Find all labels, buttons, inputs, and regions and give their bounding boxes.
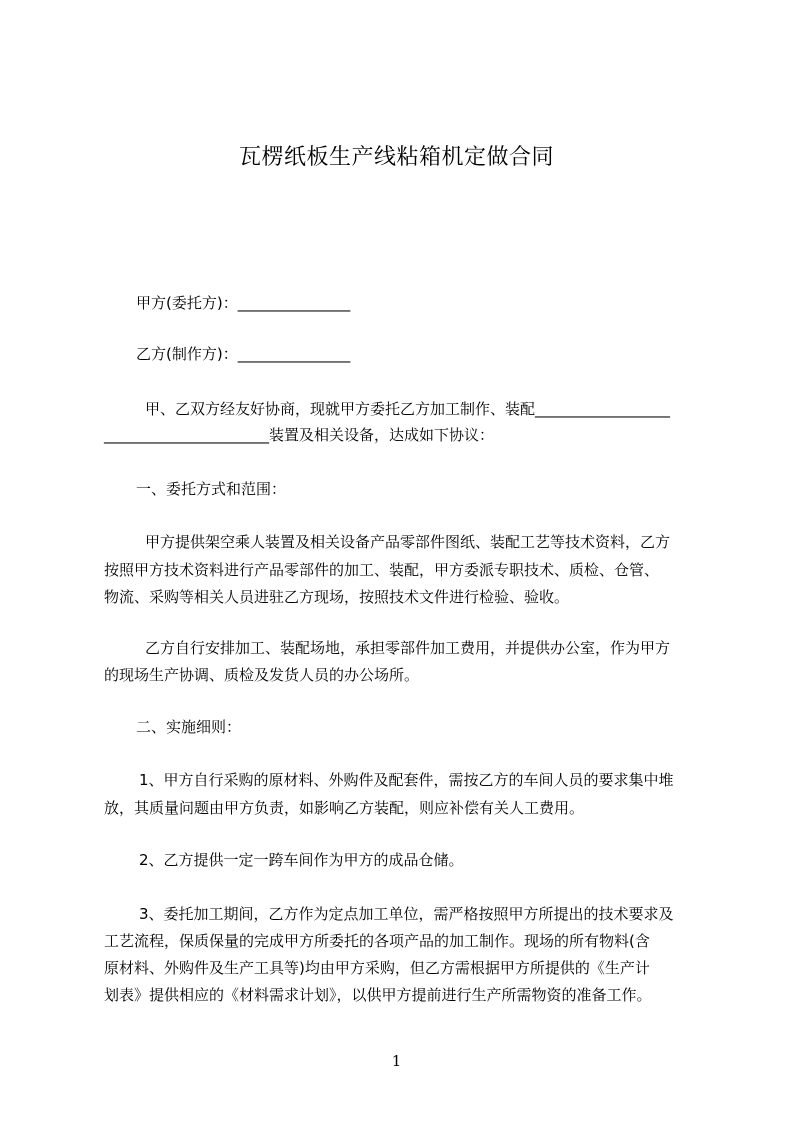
party-a-line: 甲方(委托方)：_______________ bbox=[136, 294, 351, 312]
page-number: 1 bbox=[391, 1052, 402, 1070]
section1-p2-line-2: 的现场生产协调、质检及发货人员的办公场所。 bbox=[104, 666, 420, 684]
item3-line-3: 原材料、外购件及生产工具等)均由甲方采购，但乙方需根据甲方所提供的《生产计 bbox=[104, 959, 650, 977]
section1-p2-line-1: 乙方自行安排加工、装配场地，承担零部件加工费用，并提供办公室，作为甲方 bbox=[145, 639, 671, 657]
item3-line-4: 划表》提供相应的《材料需求计划》，以供甲方提前进行生产所需物资的准备工作。 bbox=[104, 986, 652, 1004]
document-title: 瓦楞纸板生产线粘箱机定做合同 bbox=[238, 145, 554, 170]
item3-line-1: 3、委托加工期间，乙方作为定点加工单位，需严格按照甲方所提出的技术要求及 bbox=[139, 905, 674, 923]
section2-heading: 二、实施细则： bbox=[136, 718, 242, 736]
item-2: 2、乙方提供一定一跨车间作为甲方的成品仓储。 bbox=[139, 851, 464, 869]
intro-line-2: ______________________装置及相关设备，达成如下协议： bbox=[104, 426, 495, 444]
section1-p1-line-3: 物流、采购等相关人员进驻乙方现场，按照技术文件进行检验、验收。 bbox=[104, 588, 570, 606]
item1-line-2: 放，其质量问题由甲方负责，如影响乙方装配，则应补偿有关人工费用。 bbox=[104, 799, 585, 817]
item3-line-2: 工艺流程，保质保量的完成甲方所委托的各项产品的加工制作。现场的所有物料(含 bbox=[104, 932, 650, 950]
intro-line-1: 甲、乙双方经友好协商，现就甲方委托乙方加工制作、装配__________________ bbox=[145, 400, 671, 418]
section1-heading: 一、委托方式和范围： bbox=[136, 480, 287, 498]
party-b-line: 乙方(制作方)：_______________ bbox=[136, 345, 351, 363]
item1-line-1: 1、甲方自行采购的原材料、外购件及配套件，需按乙方的车间人员的要求集中堆 bbox=[139, 771, 674, 789]
section1-p1-line-1: 甲方提供架空乘人装置及相关设备产品零部件图纸、装配工艺等技术资料，乙方 bbox=[145, 533, 671, 551]
section1-p1-line-2: 按照甲方技术资料进行产品零部件的加工、装配，甲方委派专职技术、质检、仓管、 bbox=[104, 561, 660, 579]
